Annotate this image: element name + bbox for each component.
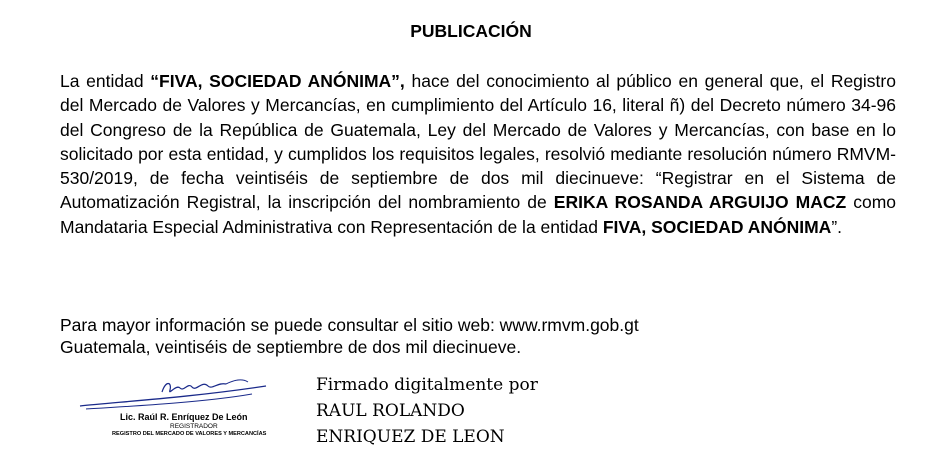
digital-signature-line-2: RAUL ROLANDO [316, 401, 465, 421]
document-title: PUBLICACIÓN [410, 21, 532, 41]
handwritten-signature-block [76, 372, 276, 450]
date-line: Guatemala, veintiséis de septiembre de dos mil diecinueve. [60, 337, 522, 357]
publication-paragraph [60, 69, 896, 239]
signer-role: REGISTRADOR [170, 423, 218, 430]
entity-name-bold: “FIVA, SOCIEDAD ANÓNIMA”, [150, 71, 405, 91]
website-info-line: Para mayor información se puede consultar el sitio web: www.rmvm.gob.gt [60, 315, 639, 335]
appointee-name-bold: ERIKA ROSANDA ARGUIJO MACZ [553, 192, 847, 213]
handwritten-signature-icon [76, 372, 276, 414]
digital-signature-line-1: Firmado digitalmente por [316, 375, 538, 395]
digital-signature-text [316, 372, 538, 450]
signer-name: Lic. Raúl R. Enríquez De León [120, 412, 248, 422]
paragraph-text-3: como Mandataria Especial Administrativa con Representación de la entidad [60, 192, 897, 237]
info-block [60, 314, 639, 358]
paragraph-text-2: hace del conocimiento al público en general que, el Registro del Mercado de Valores y Mercancías, en cumplimiento del Artículo 16, literal ñ) del Decreto número 34-96 del Congreso de la República de Guatemala, Ley del Mercado de Valores y Mercancías, con base en lo solicitado por esta entidad, y cumplidos los requisitos legales, resolvió mediante resolución número RMVM-530/2019, de fecha veintiséis de septiembre de dos mil diecinueve: “Registrar en el Sistema de Automatización Registral, la inscripción del nombramiento de [60, 71, 896, 213]
digital-signature-line-3: ENRIQUEZ DE LEON [316, 427, 505, 447]
paragraph-text-1: La entidad [60, 71, 151, 91]
paragraph-text-4: ”. [831, 216, 843, 237]
entity-name-bold-2: FIVA, SOCIEDAD ANÓNIMA [602, 216, 832, 237]
signer-organization: REGISTRO DEL MERCADO DE VALORES Y MERCANCÍAS [112, 431, 267, 437]
